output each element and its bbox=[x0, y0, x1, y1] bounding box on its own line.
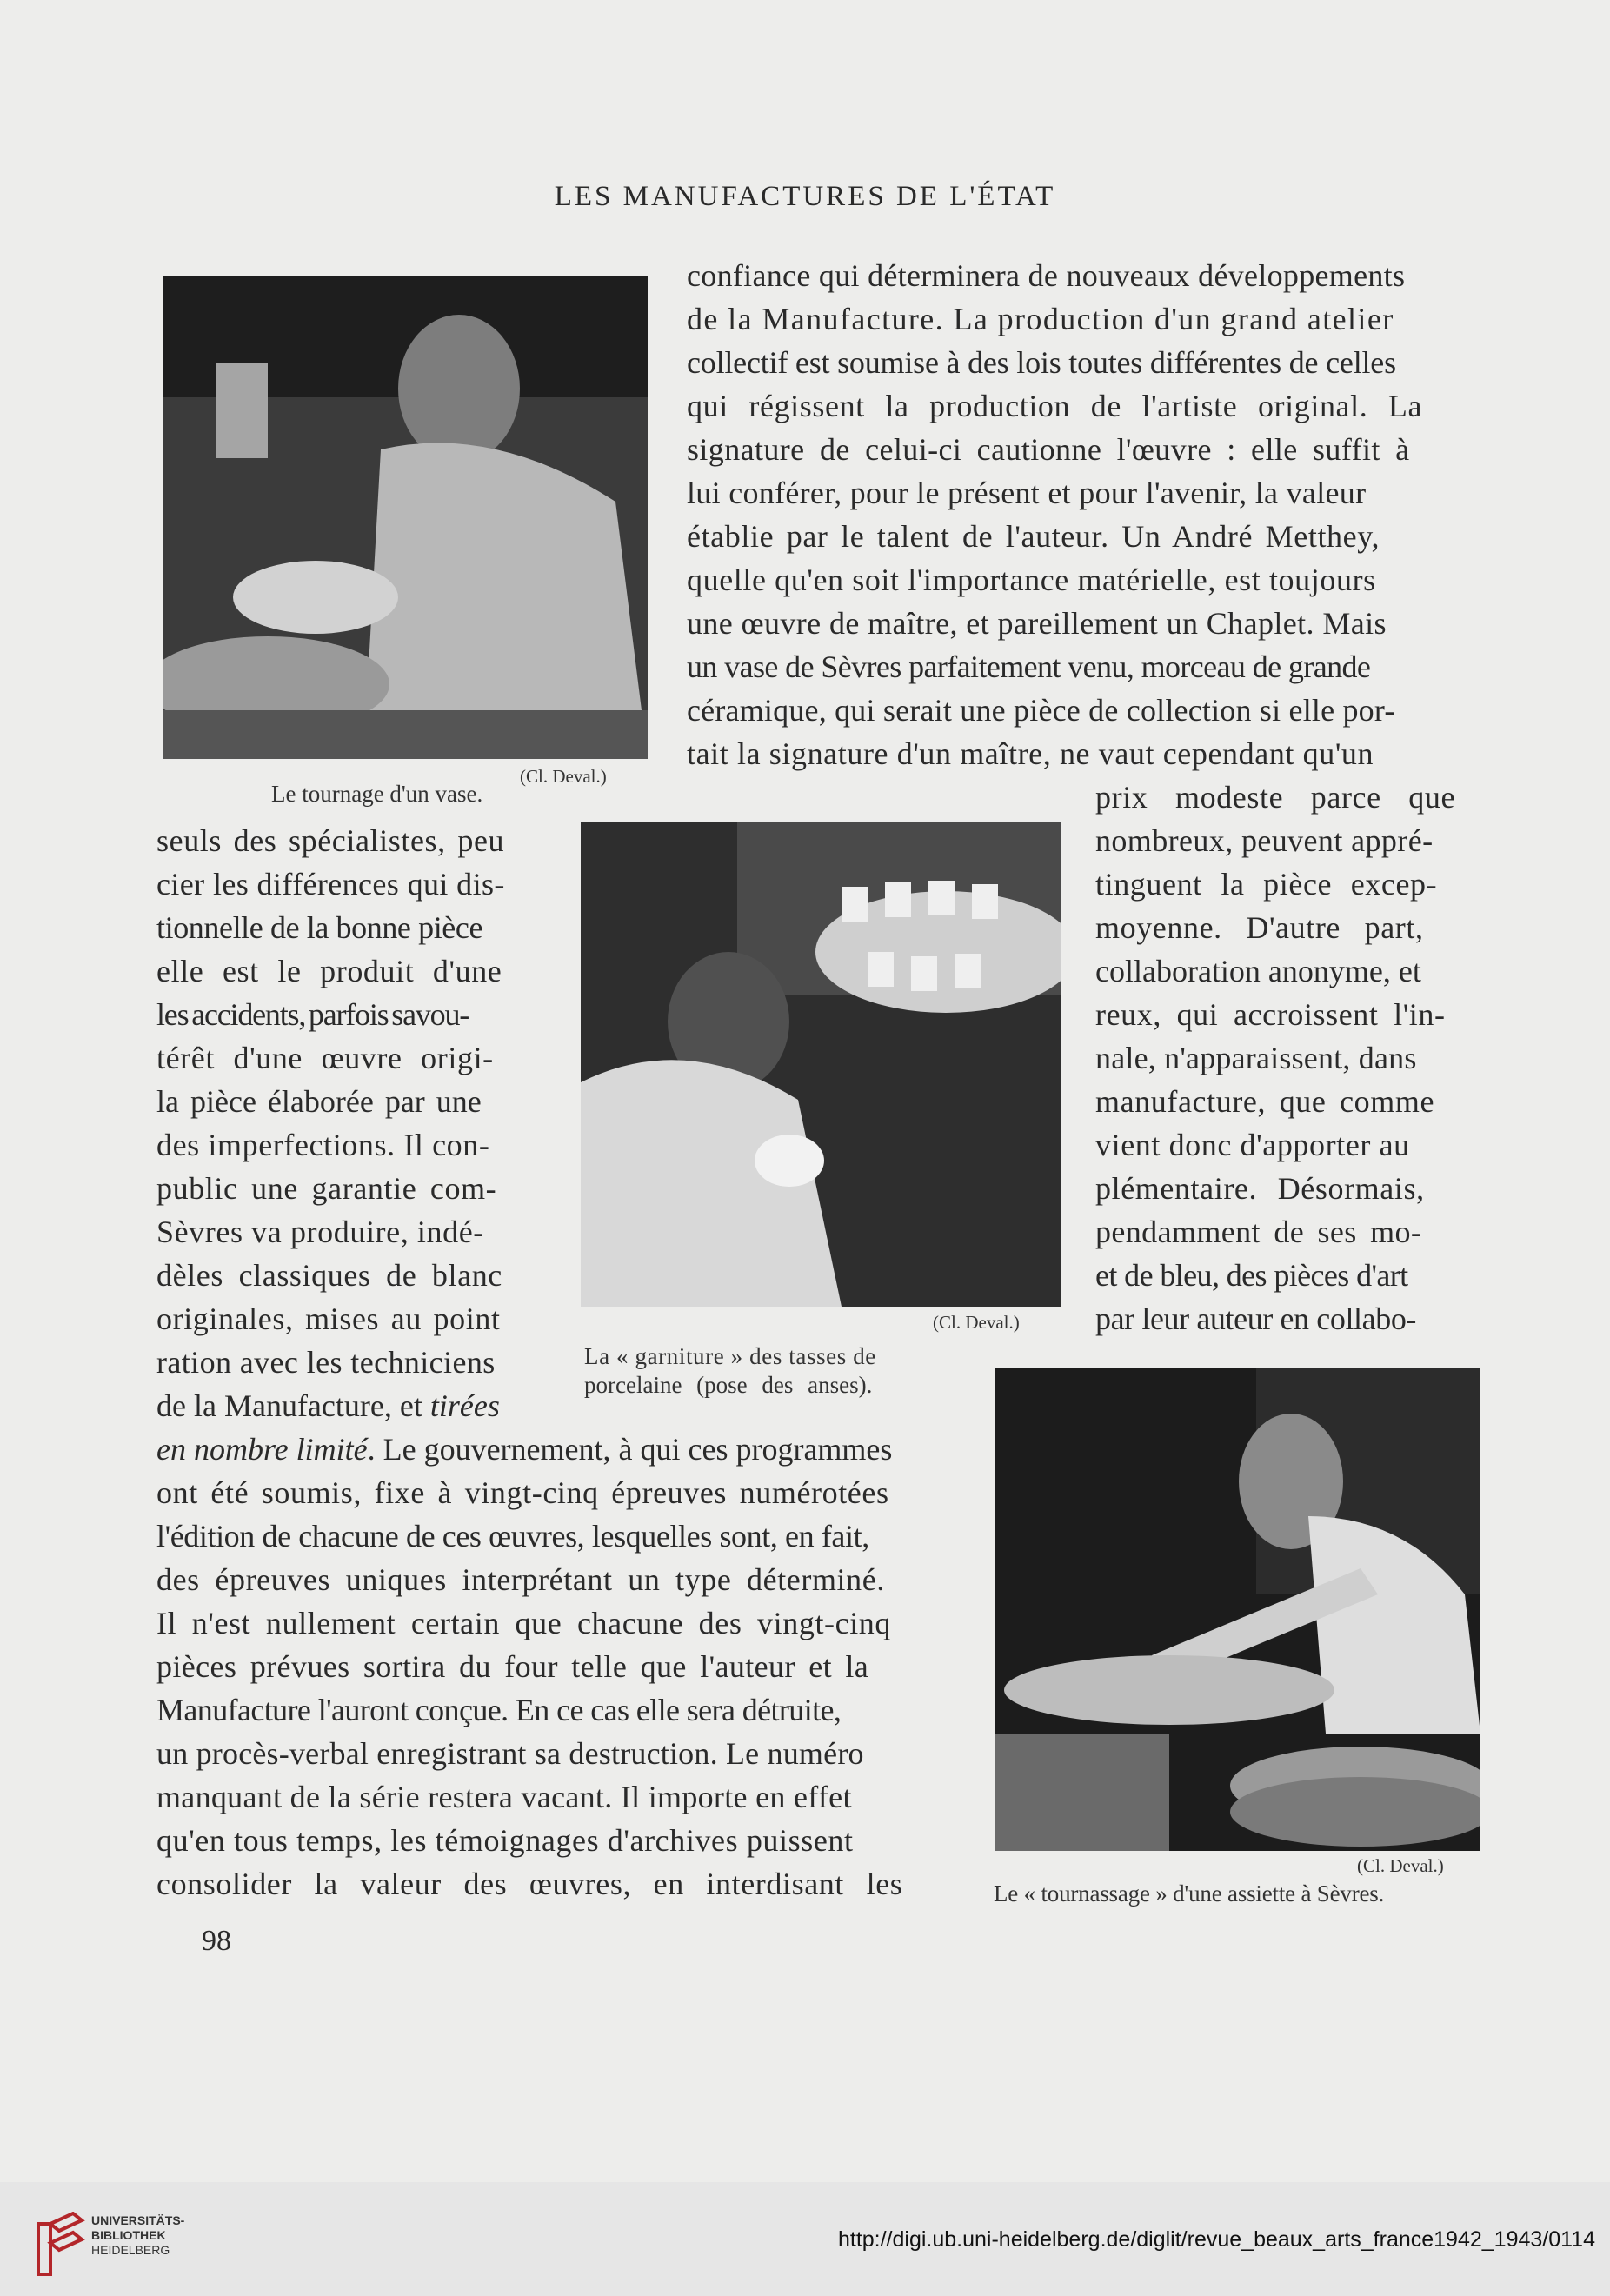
photo-cup-handles-image bbox=[581, 822, 1061, 1307]
text-span: de la Manufacture, et bbox=[156, 1388, 422, 1423]
text-line: vient donc d'apporter au bbox=[1095, 1128, 1410, 1162]
library-logo-line1: UNIVERSITÄTS- bbox=[91, 2213, 185, 2227]
photo-credit: (Cl. Deval.) bbox=[520, 766, 607, 787]
text-line: pièces prévues sortira du four telle que l'auteur et la bbox=[156, 1649, 869, 1684]
text-line: collectif est soumise à des lois toutes différentes de celles bbox=[687, 345, 1396, 380]
text-line: qui régissent la production de l'artiste original. La bbox=[687, 389, 1423, 423]
text-line: originales, mises au point bbox=[156, 1301, 501, 1336]
text-line: Sèvres va produire, indé- bbox=[156, 1215, 484, 1249]
text-span: . Le gouvernement, à qui ces programmes bbox=[367, 1432, 893, 1467]
text-line: établie par le talent de l'auteur. Un André Metthey, bbox=[687, 519, 1380, 554]
figure-caption: Le tournage d'un vase. bbox=[271, 781, 483, 807]
text-line: reux, qui accroissent l'in- bbox=[1095, 997, 1446, 1032]
text-line: les accidents, parfois savou- bbox=[156, 997, 469, 1032]
text-line: manufacture, que comme bbox=[1095, 1084, 1435, 1119]
text-line: collaboration anonyme, et bbox=[1095, 954, 1421, 988]
text-line: consolider la valeur des œuvres, en interdisant les bbox=[156, 1867, 903, 1901]
text-line: un vase de Sèvres parfaitement venu, morceau de grande bbox=[687, 649, 1371, 684]
text-line: par leur auteur en collabo- bbox=[1095, 1301, 1417, 1336]
university-library-logo-icon bbox=[35, 2212, 85, 2276]
text-line: ont été soumis, fixe à vingt-cinq épreuves numérotées bbox=[156, 1475, 889, 1510]
text-line bbox=[156, 1428, 892, 1471]
text-line: une œuvre de maître, et pareillement un Chaplet. Mais bbox=[687, 606, 1387, 641]
photo-plate-turning bbox=[995, 1368, 1480, 1851]
text-line: confiance qui déterminera de nouveaux développements bbox=[687, 258, 1406, 293]
text-line: des épreuves uniques interprétant un type déterminé. bbox=[156, 1562, 885, 1597]
italic-text: tirées bbox=[429, 1388, 500, 1423]
text-line: moyenne. D'autre part, bbox=[1095, 910, 1424, 945]
text-line: seuls des spécialistes, peu bbox=[156, 823, 505, 858]
text-line: cier les différences qui dis- bbox=[156, 867, 505, 902]
photo-vase-turning bbox=[163, 276, 648, 759]
text-line: elle est le produit d'une bbox=[156, 954, 502, 988]
text-line: lui conférer, pour le présent et pour l'avenir, la valeur bbox=[687, 476, 1367, 510]
text-line: des imperfections. Il con- bbox=[156, 1128, 490, 1162]
photo-plate-turning-image bbox=[995, 1368, 1480, 1851]
text-line: térêt d'une œuvre origi- bbox=[156, 1041, 494, 1075]
library-logo-line3: HEIDELBERG bbox=[91, 2243, 170, 2257]
text-line: tait la signature d'un maître, ne vaut cependant qu'un bbox=[687, 736, 1374, 771]
text-line: Manufacture l'auront conçue. En ce cas elle sera détruite, bbox=[156, 1693, 842, 1727]
text-line: tionnelle de la bonne pièce bbox=[156, 910, 483, 945]
page-number: 98 bbox=[202, 1925, 231, 1957]
text-line: quelle qu'en soit l'importance matérielle, est toujours bbox=[687, 562, 1376, 597]
text-line: Il n'est nullement certain que chacune des vingt-cinq bbox=[156, 1606, 892, 1640]
library-logo-line2: BIBLIOTHEK bbox=[91, 2228, 166, 2242]
text-line: et de bleu, des pièces d'art bbox=[1095, 1258, 1408, 1293]
figure-caption: Le « tournassage » d'une assiette à Sèvres. bbox=[994, 1880, 1385, 1907]
footer-bar bbox=[0, 2182, 1610, 2296]
text-line: de la Manufacture. La production d'un grand atelier bbox=[687, 302, 1394, 336]
text-line: céramique, qui serait une pièce de collection si elle por- bbox=[687, 693, 1395, 728]
figure-caption-line1: La « garniture » des tasses de bbox=[584, 1343, 876, 1369]
text-line: ration avec les techniciens bbox=[156, 1345, 496, 1380]
photo-cup-handles bbox=[581, 822, 1061, 1307]
text-line: nale, n'apparaissent, dans bbox=[1095, 1041, 1417, 1075]
text-line: qu'en tous temps, les témoignages d'archives puissent bbox=[156, 1823, 854, 1858]
photo-credit: (Cl. Deval.) bbox=[933, 1312, 1020, 1333]
text-line: pendamment de ses mo- bbox=[1095, 1215, 1422, 1249]
text-line: la pièce élaborée par une bbox=[156, 1084, 482, 1119]
text-line: manquant de la série restera vacant. Il importe en effet bbox=[156, 1780, 852, 1814]
text-line: dèles classiques de blanc bbox=[156, 1258, 502, 1293]
text-line bbox=[156, 1384, 500, 1428]
text-line: l'édition de chacune de ces œuvres, lesquelles sont, en fait, bbox=[156, 1519, 869, 1554]
text-line: prix modeste parce que bbox=[1095, 780, 1456, 815]
text-line: plémentaire. Désormais, bbox=[1095, 1171, 1425, 1206]
italic-text: en nombre limité bbox=[156, 1432, 368, 1467]
photo-credit: (Cl. Deval.) bbox=[1357, 1855, 1444, 1876]
text-line: nombreux, peuvent appré- bbox=[1095, 823, 1434, 858]
photo-vase-turning-image bbox=[163, 276, 648, 759]
running-head: LES MANUFACTURES DE L'ÉTAT bbox=[554, 181, 1056, 212]
text-line: signature de celui-ci cautionne l'œuvre : elle suffit à bbox=[687, 432, 1410, 467]
text-line: un procès-verbal enregistrant sa destruction. Le numéro bbox=[156, 1736, 864, 1771]
text-line: tinguent la pièce excep- bbox=[1095, 867, 1438, 902]
source-url-link[interactable]: http://digi.ub.uni-heidelberg.de/diglit/revue_beaux_arts_france1942_1943/0114 bbox=[837, 2227, 1595, 2252]
figure-caption-line2: porcelaine (pose des anses). bbox=[584, 1372, 873, 1398]
text-line: public une garantie com- bbox=[156, 1171, 497, 1206]
